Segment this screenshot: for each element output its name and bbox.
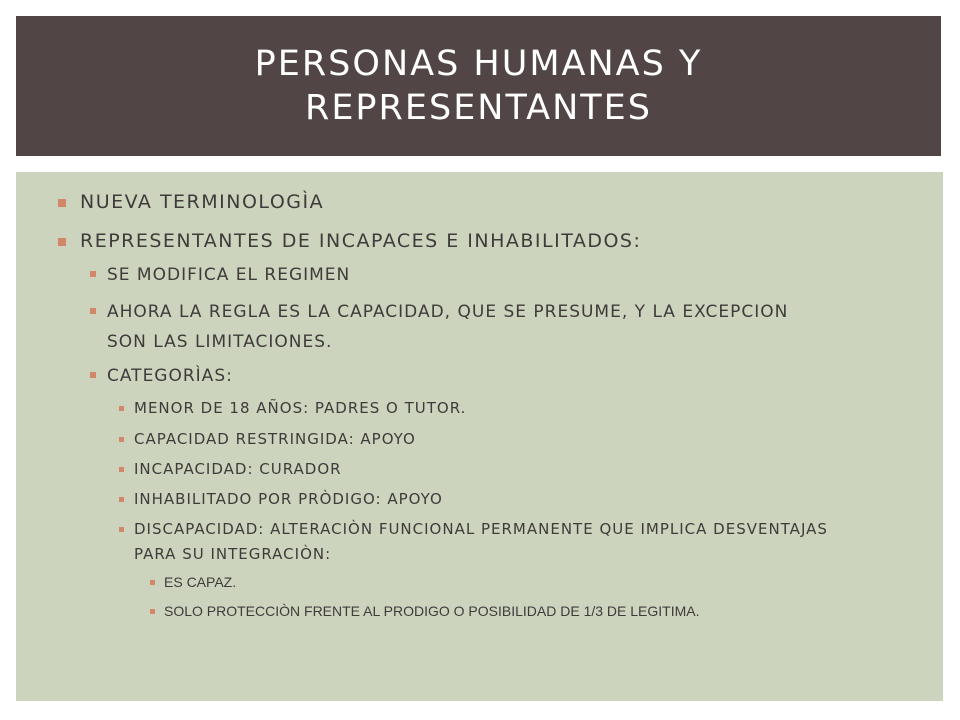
square-bullet-icon (90, 271, 96, 277)
list-item-text: CATEGORÌAS: (107, 366, 233, 386)
list-item-text: ES CAPAZ. (164, 574, 237, 590)
list-item (80, 230, 641, 252)
square-bullet-icon (90, 372, 96, 378)
list-item-text: CAPACIDAD RESTRINGIDA: APOYO (134, 430, 416, 448)
square-bullet-icon (119, 497, 124, 502)
list-item-text: DISCAPACIDAD: ALTERACIÒN FUNCIONAL PERMANENTE QUE IMPLICA DESVENTAJAS PARA SU INTEGRACIÒN: (134, 520, 828, 563)
list-item-text: NUEVA TERMINOLOGÌA (80, 191, 325, 213)
square-bullet-icon (150, 580, 155, 585)
list-item-text: INHABILITADO POR PRÒDIGO: APOYO (134, 490, 443, 508)
list-item (134, 517, 854, 567)
square-bullet-icon (150, 609, 155, 614)
square-bullet-icon (58, 238, 66, 246)
square-bullet-icon (90, 308, 96, 314)
list-item-text: SE MODIFICA EL REGIMEN (107, 265, 351, 285)
list-item (164, 574, 844, 590)
slide-title: PERSONAS HUMANAS Y REPRESENTANTES (254, 44, 703, 128)
list-item (134, 396, 854, 421)
list-item (164, 603, 844, 619)
list-item-text: AHORA LA REGLA ES LA CAPACIDAD, QUE SE PRESUME, Y LA EXCEPCION SON LAS LIMITACIONES. (107, 302, 789, 352)
content-panel (16, 172, 943, 701)
square-bullet-icon (119, 437, 124, 442)
list-item-text: MENOR DE 18 AÑOS: PADRES O TUTOR. (134, 399, 467, 417)
square-bullet-icon (119, 467, 124, 472)
list-item (107, 260, 827, 290)
title-banner (16, 16, 941, 156)
list-item (80, 191, 324, 213)
list-item (107, 361, 827, 391)
list-item (107, 297, 827, 357)
square-bullet-icon (119, 527, 124, 532)
list-item-text: INCAPACIDAD: CURADOR (134, 460, 342, 478)
square-bullet-icon (58, 199, 66, 207)
square-bullet-icon (119, 406, 124, 411)
list-item-text: SOLO PROTECCIÒN FRENTE AL PRODIGO O POSIBILIDAD DE 1/3 DE LEGITIMA. (164, 603, 700, 619)
list-item (134, 487, 854, 512)
list-item (134, 427, 854, 452)
list-item-text: REPRESENTANTES DE INCAPACES E INHABILITADOS: (80, 230, 642, 252)
list-item (134, 457, 854, 482)
